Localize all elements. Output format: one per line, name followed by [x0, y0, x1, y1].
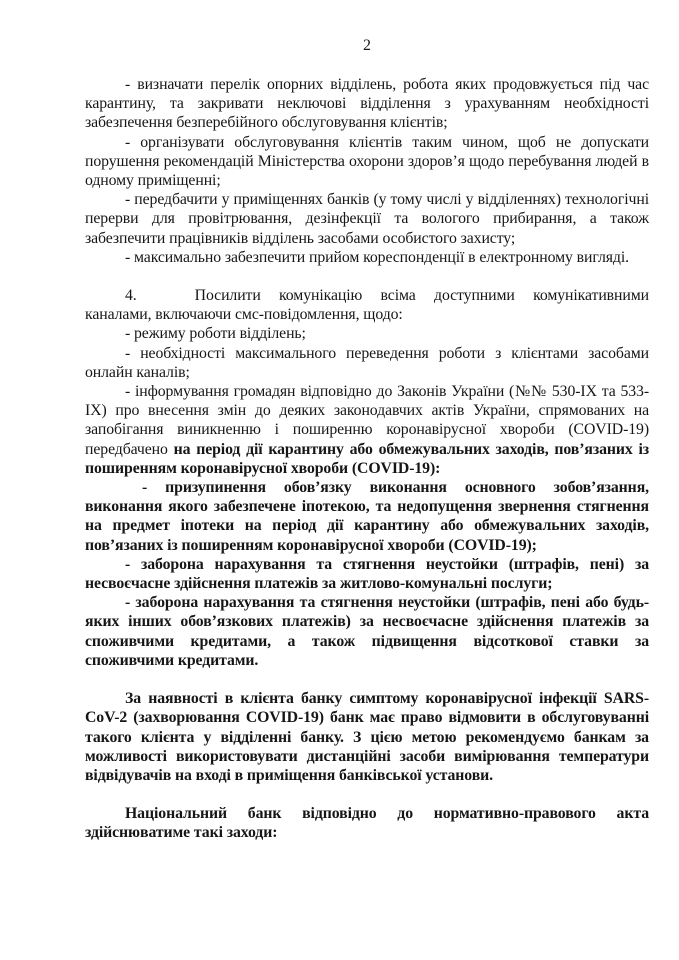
- paragraph: [85, 133, 649, 191]
- text-run: 4.: [125, 287, 137, 305]
- paragraph: [85, 555, 649, 593]
- text-run: - передбачити у приміщеннях банків (у тому числі у відділеннях) технологічні перерви для провітрювання, дезінфекції та вологого прибирання, а також забезпечити працівників відділень засобами особистого захисту;: [85, 191, 649, 247]
- text-run: За наявності в клієнта банку симптому коронавірусної інфекції SARS-CoV-2 (захворювання COVID-19) банк має право відмовити в обслуговуванні такого клієнта у відділенні банку. З цією метою рекомендуємо банкам за можливості використовувати дистанційні засоби вимірювання температури відвідувачів на вході в приміщення банківської установи.: [85, 690, 649, 784]
- text-run: Посилити комунікацію всіма доступними комунікативними каналами, включаючи смс-повідомлення, щодо:: [85, 287, 649, 324]
- text-run: - призупинення обов’язку виконання основного зобов’язання, виконання якого забезпечене іпотекою, та недопущення звернення стягнення на предмет іпотеки на період дії карантину або обмежувальних заходів, пов’язаних із поширенням коронавірусної хвороби (COVID-19);: [85, 479, 649, 554]
- paragraph: [85, 286, 649, 324]
- page-number: 2: [363, 37, 371, 54]
- paragraph: [85, 382, 649, 478]
- paragraph: [85, 248, 649, 267]
- text-run: Національний банк відповідно до нормативно-правового акта здійснюватиме такі заходи:: [85, 805, 649, 842]
- paragraph: [85, 190, 649, 248]
- paragraph: [85, 478, 649, 555]
- paragraph: [85, 75, 649, 133]
- text-run: - заборона нарахування та стягнення неустойки (штрафів, пені) за несвоєчасне здійснення платежів за житлово-комунальні послуги;: [85, 555, 649, 593]
- document-body: [85, 75, 649, 843]
- text-run: - необхідності максимального переведення роботи з клієнтами засобами онлайн каналів;: [85, 344, 649, 381]
- paragraph: [85, 804, 649, 842]
- paragraph: [85, 344, 649, 382]
- text-run: - максимально забезпечити прийом кореспонденції в електронному вигляді.: [125, 248, 630, 266]
- text-run: - визначати перелік опорних відділень, робота яких продовжується під час карантину, та закривати неключові відділення з урахуванням необхідності забезпечення безперебійного обслуговування клієнтів;: [85, 76, 649, 132]
- paragraph: [85, 593, 649, 670]
- paragraph: [85, 324, 649, 343]
- text-run: - режиму роботи відділень;: [125, 325, 306, 343]
- text-run: на період дії карантину або обмежувальних заходів, пов’язаних із поширенням коронавірусної хвороби (COVID-19):: [85, 440, 649, 477]
- paragraph: [85, 689, 649, 785]
- text-run: - інформування громадян відповідно до Законів України (№№ 530-ІХ та 533-ІХ) про внесення змін до деяких законодавчих актів України, спрямованих на запобігання виникненню і поширенню коронавірусної хвороби (COVID-19) передбачено: [85, 383, 649, 458]
- text-run: - організувати обслуговування клієнтів таким чином, щоб не допускати порушення рекомендацій Міністерства охорони здоров’я щодо перебування людей в одному приміщенні;: [85, 133, 649, 190]
- text-run: - заборона нарахування та стягнення неустойки (штрафів, пені або будь-яких інших обов’язкових платежів) за несвоєчасне здійснення платежів за споживчими кредитами, а також підвищення відсоткової ставки за споживчими кредитами.: [85, 594, 649, 669]
